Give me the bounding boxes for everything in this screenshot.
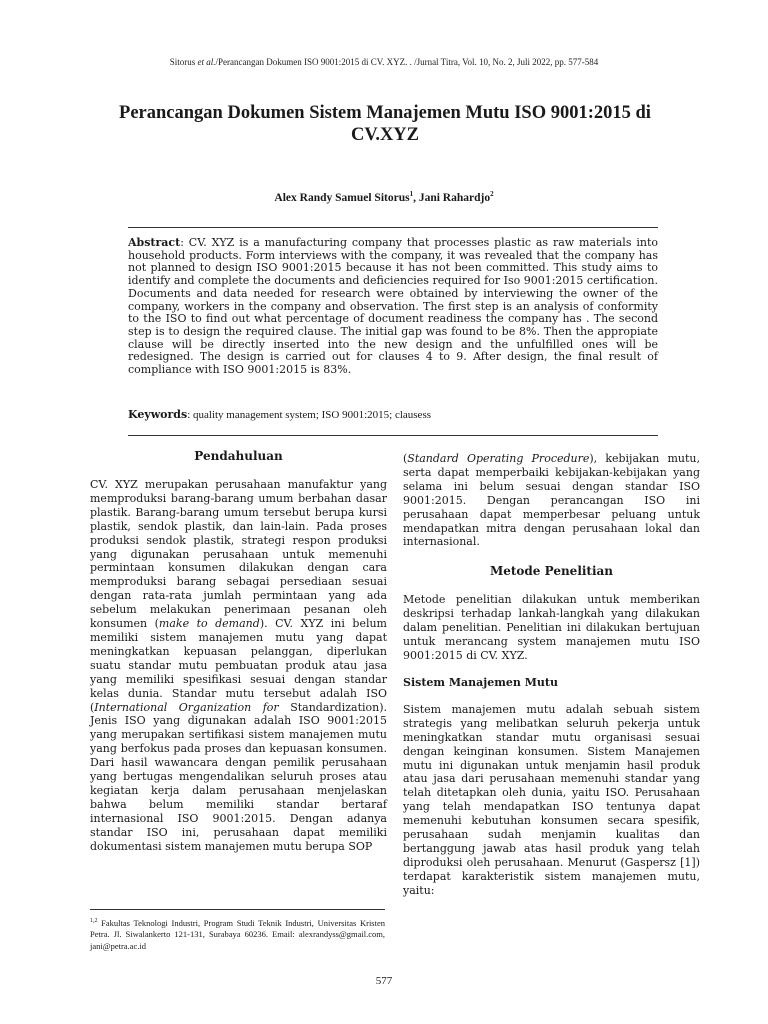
- pendahuluan-emphasis-1: make to demand: [158, 617, 260, 631]
- footnote-mark: 1,2: [90, 918, 98, 924]
- author-2-affiliation-mark: 2: [490, 190, 494, 198]
- sistem-manajemen-mutu-paragraph: Sistem manajemen mutu adalah sebuah sistem strategis yang melibatkan seluruh pekerja untuk meningkatkan standar mutu organisasi sesuai dengan keinginan konsumen. Sistem Manajemen mutu ini digunakan untuk menjamin hasil produk atau jasa dari perusahaan memenuhi standar yang telah ditetapkan oleh dunia, yaitu ISO. Perusahaan yang telah mendapatkan ISO tentunya dapat memenuhi kebutuhan konsumen secara spesifik, perusahaan sudah menjamin kualitas dan bertanggung jawab atas hasil produk yang telah diproduksi oleh perusahaan. Menurut (Gaspersz [1]) terdapat karakteristik sistem manajemen mutu, yaitu:: [403, 702, 700, 897]
- abstract: [128, 237, 658, 377]
- keywords-bottom-rule: [128, 435, 658, 436]
- continued-text-2: ), kebijakan mutu, serta dapat memperbaiki kebijakan-kebijakan yang selama ini belum sesuai dengan standar ISO 9001:2015. Dengan perancangan ISO ini perusahaan dapat memperbesar peluang untuk mendapatkan mitra dengan perusahaan lokal dan internasional.: [403, 452, 700, 549]
- author-1-affiliation-mark: 1: [409, 190, 414, 198]
- running-head: [0, 57, 768, 67]
- right-column: [403, 452, 700, 898]
- running-head-etal: et al.: [197, 57, 216, 67]
- pendahuluan-paragraph: [90, 478, 387, 853]
- running-head-rest: /Perancangan Dokumen ISO 9001:2015 di CV. XYZ. . /Jurnal Titra, Vol. 10, No. 2, Juli 2022, pp. 577-584: [215, 57, 599, 67]
- abstract-label: Abstract: [128, 236, 181, 249]
- pendahuluan-emphasis-2: International Organization for: [94, 700, 279, 714]
- keywords-label: Keywords: [128, 408, 188, 421]
- left-column: [90, 448, 387, 853]
- continued-emphasis: Standard Operating Procedure: [407, 452, 590, 465]
- keywords: [128, 408, 658, 422]
- subheading-sistem-manajemen-mutu: Sistem Manajemen Mutu: [403, 675, 558, 689]
- paper-title: Perancangan Dokumen Sistem Manajemen Mutu ISO 9001:2015 di CV.XYZ: [119, 103, 651, 145]
- keywords-text: : quality management system; ISO 9001:2015; clausess: [187, 409, 432, 421]
- pendahuluan-continued-paragraph: [403, 452, 700, 549]
- author-2: Jani Rahardjo: [418, 191, 491, 204]
- running-head-prefix: Sitorus: [169, 57, 198, 67]
- abstract-text: : CV. XYZ is a manufacturing company that processes plastic as raw materials into household products. Form interviews with the company, it was revealed that the company has not planned to design ISO 9001:2015 because it has not been committed. This study aims to identify and complete the documents and deficiencies required for Iso 9001:2015 certification. Documents and data needed for research were obtained by interviewing the owner of the company, workers in the company and observation. The first step is an analysis of conformity to the ISO to find out what percentage of document readiness the company has . The second step is to design the required clause. The initial gap was found to be 8%. Then the appropiate clause will be directly inserted into the new design and the unfulfilled ones will be redesigned. The design is carried out for clauses 4 to 9. After design, the final result of compliance with ISO 9001:2015 is 83%.: [128, 236, 658, 377]
- pendahuluan-text-1: CV. XYZ merupakan perusahaan manufaktur yang memproduksi barang-barang umum berbahan dasar plastik. Barang-barang umum tersebut berupa kursi plastik, sendok plastik, dan lain-lain. Pada proses produksi sendok plastik, strategi respon produksi yang digunakan perusahaan untuk memenuhi permintaan konsumen dilakukan dengan cara memproduksi barang sebagai persediaan sesuai dengan rata-rata jumlah permintaan yang ada sebelum melakukan penerimaan pesanan oleh konsumen (: [90, 478, 387, 631]
- section-heading-pendahuluan: Pendahuluan: [194, 449, 283, 463]
- abstract-top-rule: [128, 227, 658, 228]
- author-separator: ,: [413, 191, 419, 204]
- footnote-rule: [90, 909, 385, 910]
- continued-text-1: (: [403, 452, 408, 465]
- section-heading-metode: Metode Penelitian: [489, 564, 614, 579]
- author-1: Alex Randy Samuel Sitorus: [274, 191, 410, 204]
- metode-paragraph: Metode penelitian dilakukan untuk memberikan deskripsi terhadap lankah-langkah yang dilakukan dalam penelitian. Penelitian ini dilakukan bertujuan untuk merancang system manajemen mutu ISO 9001:2015 di CV. XYZ.: [403, 593, 700, 662]
- pendahuluan-text-2: ). CV. XYZ ini belum memiliki sistem manajemen mutu yang dapat meningkatkan kepuasan pelanggan, diperlukan suatu standar mutu pembuatan produk atau jasa yang memiliki spesifikasi sesuai dengan standar kelas dunia. Standar mutu tersebut adalah ISO (: [90, 617, 387, 714]
- pendahuluan-text-3: Standardization). Jenis ISO yang digunakan adalah ISO 9001:2015 yang merupakan sertifikasi sistem manajemen mutu yang berfokus pada proses dan kepuasan konsumen. Dari hasil wawancara dengan pemilik perusahaan yang bertugas mengendalikan seluruh proses atau kegiatan kerja dalam perusahaan menjelaskan bahwa belum memiliki standar bertaraf internasional ISO 9001:2015. Dengan adanya standar ISO ini, perusahaan dapat memiliki dokumentasi sistem manajemen mutu berupa SOP: [90, 700, 387, 853]
- page-number: 577: [375, 975, 393, 987]
- authors: [0, 190, 768, 204]
- footnote: [90, 916, 385, 952]
- footnote-text: Fakultas Teknologi Industri, Program Studi Teknik Industri, Universitas Kristen Petra. Jl. Siwalankerto 121-131, Surabaya 60236. Email: alexrandyss@gmail.com, jani@petra.ac.id: [90, 917, 385, 951]
